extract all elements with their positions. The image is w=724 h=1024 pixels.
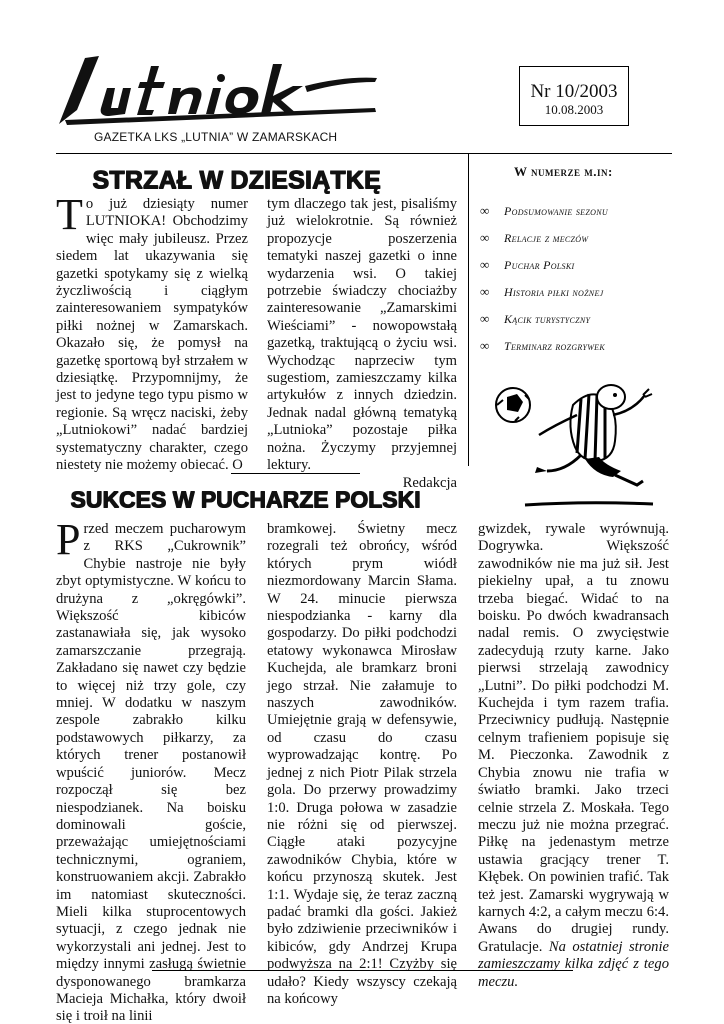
infinity-bullet-icon: ∞ — [480, 284, 490, 299]
sidebar-title: W numerze m.in: — [514, 164, 613, 179]
article1-col1-text: o już dziesiąty numer LUTNIOKA! Obchodzimy więc mały jubileusz. Przez siedem lat ukazywania się gazetki spotykamy się z wielką życzliwością i ciągłym zainteresowaniem sympatyków piłki nożnej w Zamarskach. Okazało się, że pomysł na gazetkę sportową był strzałem w dziesiątkę. Przypomnijmy, że jest to jedyne tego typu pismo w regionie. Są wręcz naciski, żeby „Lutniokowi” nadać bardziej systematyczny charakter, czego niestety nie możemy obiecać. O — [56, 196, 248, 474]
sidebar-item: ∞ Terminarz rozgrywek — [480, 338, 606, 353]
sidebar-divider — [468, 153, 469, 466]
infinity-bullet-icon: ∞ — [480, 338, 490, 353]
article1-col2-text: tym dlaczego tak jest, pisaliśmy już wielokrotnie. Są również propozycje poszerzenia tematyki naszej gazetki o inne wydarzenia wsi. O takiej potrzebie świadczy chociażby zainteresowanie „Zamarskimi Wieściami” - nowopowstałą gazetką, traktującą o życiu wsi. Wychodząc naprzeciw tym sugestiom, zamieszczamy kilka artykułów z innych dziedzin. Jednak nadal główną tematyką „Lutnioka” pozostaje piłka nożna. Życzymy przyjemnej lektury. — [267, 196, 457, 474]
article2-column-1 — [56, 515, 246, 1024]
article1-headline: STRZAŁ W DZIESIĄTKĘ — [92, 166, 381, 194]
article2-column-2 — [267, 521, 457, 1008]
article2-col1-text: rzed meczem pucharowym z RKS „Cukrownik” Chybie nastroje nie były zbyt optymistyczne. W końcu to drużyna z „okręgówki”. Większość kibiców zastanawiała się, jak wysoko zamarszczanie przegrają. Zakładano się nawet czy będzie to więcej niż trzy gole, czy mniej. W dodatku w naszym zespole zabrakło kilku podstawowych piłkarzy, za których trener postanowił wpuścić juniorów. Mecz rozpoczął się bez niespodzianek. Na boisku dominowali goście, przeważając umiejętnościami technicznymi, ograniem, konstruowaniem akcji. Zabrakło im natomiast skuteczności. Mieli kilka stuprocentowych sytuacji, z czego jednak nie wykorzystali ani jednej. Jest to między innymi zasługą świetnie dysponowanego bramkarza Macieja Michałka, który dwoił się i troił na linii — [56, 521, 246, 1024]
page-bottom-rule — [152, 970, 573, 971]
article1-dropcap: T — [56, 190, 83, 239]
sidebar-item: ∞ Kącik turystyczny — [480, 311, 591, 326]
sidebar-item: ∞ Relacje z meczów — [480, 230, 589, 245]
lutniok-logo — [55, 48, 385, 130]
article2-dropcap: P — [56, 515, 81, 564]
sidebar-contents-list — [480, 203, 608, 365]
article2-headline: SUKCES W PUCHARZE POLSKI — [70, 486, 421, 512]
article2-photo-caption: Na ostatniej stronie zamieszczamy kilka zdjęć z tego meczu. — [478, 938, 670, 990]
infinity-bullet-icon: ∞ — [480, 257, 490, 272]
issue-date: 10.08.2003 — [544, 102, 604, 117]
sidebar-item: ∞ Puchar Polski — [480, 257, 575, 272]
masthead-rule — [56, 153, 672, 154]
issue-box — [519, 66, 629, 126]
newsletter-subtitle: GAZETKA LKS „LUTNIA” W ZAMARSKACH — [94, 130, 338, 144]
sidebar-item: ∞ Historia piłki nożnej — [480, 284, 604, 299]
infinity-bullet-icon: ∞ — [480, 203, 490, 218]
article2-column-3 — [478, 521, 669, 991]
issue-number: Nr 10/2003 — [530, 81, 618, 102]
article1-end-rule — [231, 473, 360, 474]
article1-signature: Redakcja — [402, 474, 457, 491]
infinity-bullet-icon: ∞ — [480, 311, 490, 326]
article2-col2-text: bramkowej. Świetny mecz rozegrali też obrońcy, wśród których prym wiódł niezmordowany Marcin Słama. W 24. minucie pierwsza niespodzianka - karny dla gospodarzy. Do piłki podchodzi etatowy wykonawca Mirosław Kuchejda, ale bramkarz broni jego strzał. Nie załamuje to naszych zawodników. Umiejętnie grają w defensywie, od czasu do czasu wyprowadzając kontrę. Po jednej z nich Piotr Pilak strzela gola. Do przerwy prowadzimy 1:0. Druga połowa w zasadzie nie różni się od pierwszej. Ciągłe ataki pozycyjne zawodników Chybia, które w końcu przynoszą skutek. Jest 1:1. Wydaje się, że teraz zaczną padać bramki dla gości. Jakież było zdziwienie przeciwników i kibiców, gdy Andrzej Krupa podwyższa na 2:1! Czyżby się udało? Kiedy wszyscy czekają na końcowy — [267, 521, 457, 1007]
infinity-bullet-icon: ∞ — [480, 230, 490, 245]
article1-column-1 — [56, 190, 248, 475]
footballer-cartoon-illustration — [485, 375, 665, 515]
article2-col3-text: gwizdek, rywale wyrównują. Dogrywka. Większość zawodników nie ma już sił. Jest piekielny upał, a tu znowu trzeba biegać. Widać to na boisku. Po dwóch kwadransach nadal remis. O zwycięstwie zadecydują rzuty karne. Jako pierwsi strzelają zawodnicy „Lutni”. Do piłki podchodzi M. Kuchejda i tym razem trafia. Przeciwnicy pudłują. Następnie celnym trafieniem popisuje się M. Pieczonka. Zawodnik z Chybia znowu nie trafia w światło bramki. Jako trzeci celnie strzela Z. Moskała. Tego meczu już nie można przegrać. Piłkę na jedenastym metrze ustawia gracjący trener T. Kłębek. On powinien trafić. Tak też jest. Zamarski wygrywają w karnych 4:2, a całym meczu 6:4. Awans do drugiej rundy. Gratulacje. — [478, 521, 669, 955]
article1-column-2 — [267, 196, 457, 492]
sidebar-item: ∞ Podsumowanie sezonu — [480, 203, 608, 218]
